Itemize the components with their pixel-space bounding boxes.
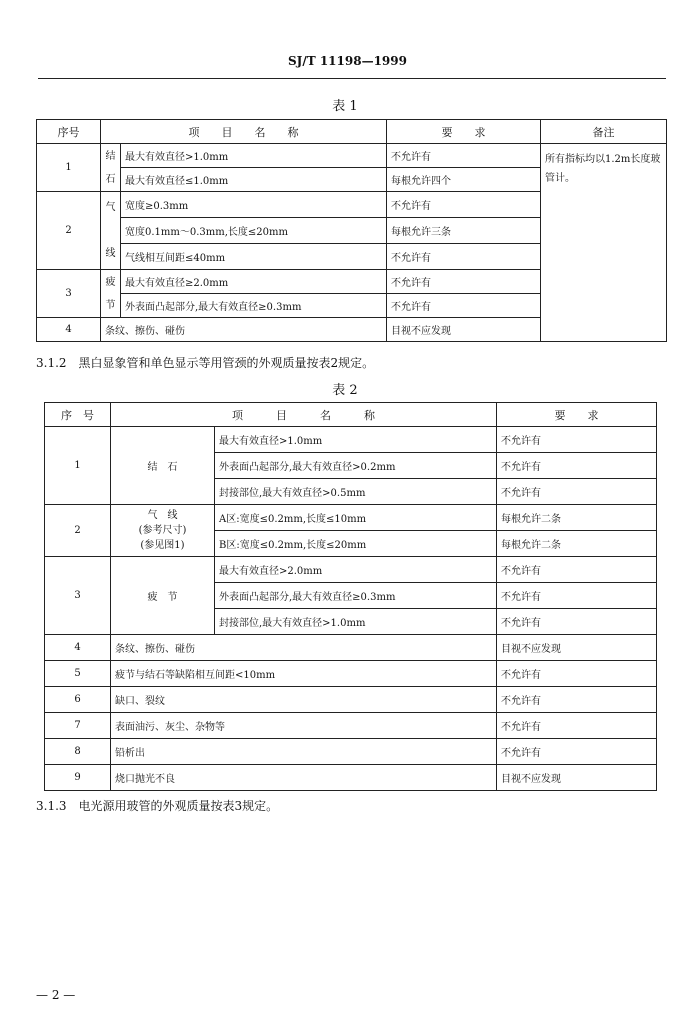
row-number: 6: [45, 687, 111, 713]
item-text: A区:宽度≤0.2mm,长度≤10mm: [215, 505, 497, 531]
table-row: [45, 557, 657, 583]
page-number: — 2 —: [36, 988, 76, 1002]
col-header-no: 序 号: [45, 403, 111, 427]
requirement-text: 不允许有: [497, 557, 657, 583]
item-text: 疲节与结石等缺陷相互间距<10mm: [111, 661, 497, 687]
row-number: 3: [37, 270, 101, 318]
requirement-text: 目视不应发现: [497, 765, 657, 791]
item-text: 最大有效直径≥2.0mm: [121, 270, 387, 294]
table-1: [36, 119, 667, 342]
item-text: B区:宽度≤0.2mm,长度≤20mm: [215, 531, 497, 557]
item-text: 外表面凸起部分,最大有效直径≥0.3mm: [215, 583, 497, 609]
item-text: 最大有效直径>1.0mm: [215, 427, 497, 453]
item-text: 外表面凸起部分,最大有效直径≥0.3mm: [121, 294, 387, 318]
row-number: 2: [45, 505, 111, 557]
requirement-text: 目视不应发现: [387, 318, 541, 342]
category-cell: 结 石: [101, 144, 121, 192]
row-number: 1: [45, 427, 111, 505]
table2-caption: 表 2: [332, 383, 358, 398]
item-text: 铅析出: [111, 739, 497, 765]
table-2: [44, 402, 657, 791]
item-text: 表面油污、灰尘、杂物等: [111, 713, 497, 739]
row-number: 4: [45, 635, 111, 661]
requirement-text: 每根允许三条: [387, 218, 541, 244]
requirement-text: 不允许有: [387, 270, 541, 294]
col-header-item: 项 目 名 称: [101, 120, 387, 144]
row-number: 7: [45, 713, 111, 739]
row-number: 8: [45, 739, 111, 765]
requirement-text: 目视不应发现: [497, 635, 657, 661]
paragraph-3-1-3: 3.1.3 电光源用玻管的外观质量按表3规定。: [36, 799, 279, 813]
note-text: 所有指标均以1.2m长度玻管计。: [541, 144, 667, 342]
requirement-text: 每根允许二条: [497, 505, 657, 531]
requirement-text: 不允许有: [497, 583, 657, 609]
requirement-text: 不允许有: [497, 739, 657, 765]
row-number: 1: [37, 144, 101, 192]
category-cell: 疲 节: [111, 557, 215, 635]
item-text: 封接部位,最大有效直径>1.0mm: [215, 609, 497, 635]
requirement-text: 不允许有: [497, 427, 657, 453]
category-cell: 气 线: [101, 192, 121, 270]
requirement-text: 不允许有: [387, 294, 541, 318]
col-header-no: 序号: [37, 120, 101, 144]
table-row: [45, 713, 657, 739]
category-cell: 气 线 (参考尺寸) (参见图1): [111, 505, 215, 557]
table-row: [45, 427, 657, 453]
requirement-text: 不允许有: [497, 453, 657, 479]
paragraph-3-1-2: 3.1.2 黑白显象管和单色显示等用管颈的外观质量按表2规定。: [36, 356, 375, 370]
item-text: 宽度0.1mm～0.3mm,长度≤20mm: [121, 218, 387, 244]
table1-caption: 表 1: [332, 99, 358, 114]
row-number: 2: [37, 192, 101, 270]
item-text: 气线相互间距≤40mm: [121, 244, 387, 270]
item-text: 最大有效直径≤1.0mm: [121, 168, 387, 192]
table-row: [45, 765, 657, 791]
item-text: 宽度≥0.3mm: [121, 192, 387, 218]
header-rule: [38, 78, 666, 79]
item-text: 缺口、裂纹: [111, 687, 497, 713]
item-text: 外表面凸起部分,最大有效直径>0.2mm: [215, 453, 497, 479]
col-header-item: 项 目 名 称: [111, 403, 497, 427]
row-number: 5: [45, 661, 111, 687]
item-text: 烧口抛光不良: [111, 765, 497, 791]
requirement-text: 不允许有: [387, 144, 541, 168]
requirement-text: 不允许有: [387, 192, 541, 218]
item-text: 最大有效直径>1.0mm: [121, 144, 387, 168]
col-header-note: 备注: [541, 120, 667, 144]
row-number: 3: [45, 557, 111, 635]
item-text: 条纹、擦伤、碰伤: [111, 635, 497, 661]
requirement-text: 不允许有: [497, 609, 657, 635]
category-cell: 疲 节: [101, 270, 121, 318]
table2-header-row: [45, 403, 657, 427]
row-number: 9: [45, 765, 111, 791]
category-cell: 结 石: [111, 427, 215, 505]
standard-number: SJ/T 11198—1999: [288, 54, 407, 68]
table-row: [45, 505, 657, 531]
item-text: 封接部位,最大有效直径>0.5mm: [215, 479, 497, 505]
col-header-req: 要 求: [387, 120, 541, 144]
table-row: [37, 144, 667, 168]
requirement-text: 不允许有: [387, 244, 541, 270]
table-row: [45, 661, 657, 687]
requirement-text: 每根允许二条: [497, 531, 657, 557]
requirement-text: 不允许有: [497, 713, 657, 739]
requirement-text: 不允许有: [497, 687, 657, 713]
requirement-text: 不允许有: [497, 661, 657, 687]
item-text: 条纹、擦伤、碰伤: [101, 318, 387, 342]
item-text: 最大有效直径>2.0mm: [215, 557, 497, 583]
requirement-text: 每根允许四个: [387, 168, 541, 192]
table-row: [45, 635, 657, 661]
table1-header-row: [37, 120, 667, 144]
table-row: [45, 739, 657, 765]
row-number: 4: [37, 318, 101, 342]
col-header-req: 要 求: [497, 403, 657, 427]
requirement-text: 不允许有: [497, 479, 657, 505]
table-row: [45, 687, 657, 713]
